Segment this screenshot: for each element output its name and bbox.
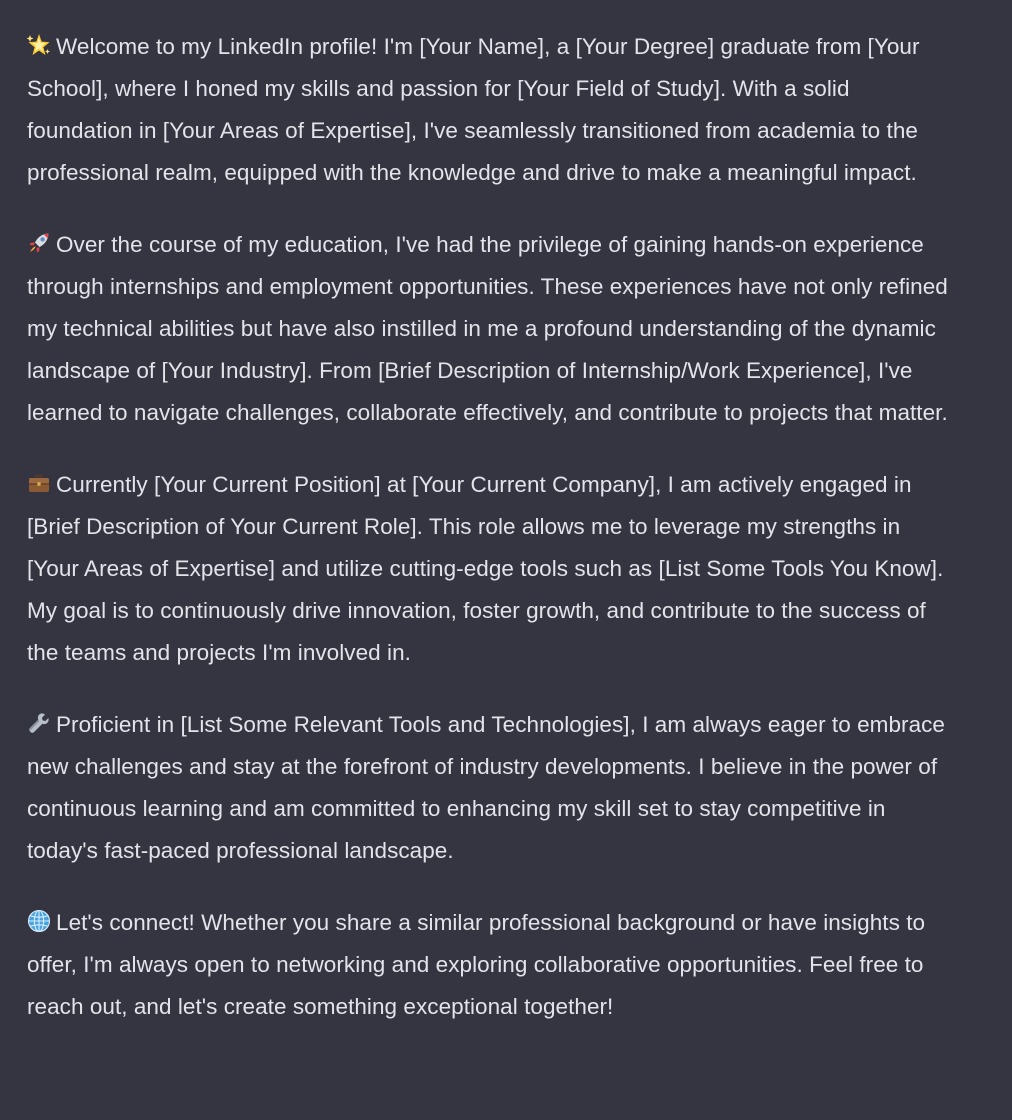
briefcase-icon xyxy=(27,471,51,495)
message-paragraph-connect xyxy=(27,902,952,1028)
message-paragraph-intro xyxy=(27,26,952,194)
rocket-icon xyxy=(27,231,51,255)
glowing-star-icon xyxy=(27,33,51,57)
message-paragraph-skills xyxy=(27,704,952,872)
paragraph-text: Over the course of my education, I've had the privilege of gaining hands-on experience through internships and employment opportunities. These experiences have not only refined my technical abilities but have also instilled in me a profound understanding of the dynamic landscape of [Your Industry]. From [Brief Description of Internship/Work Experience], I've learned to navigate challenges, collaborate effectively, and contribute to projects that matter. xyxy=(27,232,948,425)
paragraph-text: Let's connect! Whether you share a similar professional background or have insights to offer, I'm always open to networking and exploring collaborative opportunities. Feel free to reach out, and let's create something exceptional together! xyxy=(27,910,926,1019)
message-paragraph-experience xyxy=(27,224,952,434)
message-paragraph-current-role xyxy=(27,464,952,674)
wrench-icon xyxy=(27,711,51,735)
paragraph-text: Currently [Your Current Position] at [Your Current Company], I am actively engaged in [Brief Description of Your Current Role]. This role allows me to leverage my strengths in [Your Areas of Expertise] and utilize cutting-edge tools such as [List Some Tools You Know]. My goal is to continuously drive innovation, foster growth, and contribute to the success of the teams and projects I'm involved in. xyxy=(27,472,944,665)
paragraph-text: Proficient in [List Some Relevant Tools and Technologies], I am always eager to embrace new challenges and stay at the forefront of industry developments. I believe in the power of continuous learning and am committed to enhancing my skill set to stay competitive in today's fast-paced professional landscape. xyxy=(27,712,945,863)
globe-icon xyxy=(27,909,51,933)
paragraph-text: Welcome to my LinkedIn profile! I'm [Your Name], a [Your Degree] graduate from [Your School], where I honed my skills and passion for [Your Field of Study]. With a solid foundation in [Your Areas of Expertise], I've seamlessly transitioned from academia to the professional realm, equipped with the knowledge and drive to make a meaningful impact. xyxy=(27,34,920,185)
